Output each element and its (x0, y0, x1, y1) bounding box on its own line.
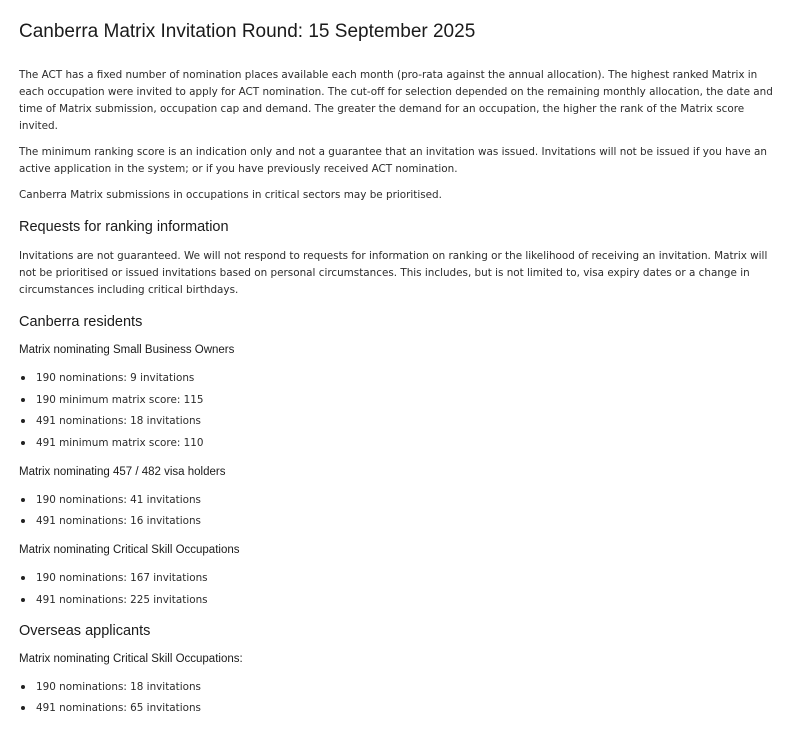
canberra-residents-heading: Canberra residents (19, 314, 143, 330)
small-business-heading: Matrix nominating Small Business Owners (19, 344, 235, 356)
list-item: 491 minimum matrix score: 110 (36, 436, 780, 451)
ranking-heading: Requests for ranking information (19, 219, 229, 235)
intro-paragraph: The ACT has a fixed number of nomination places available each month (pro-rata against the annual allocation). The highest ranked Matrix in each occupation were invited to apply for ACT nomination. The cut-off for selection depended on the remaining monthly allocation, the date and time of Matrix submission, occupation cap and demand. The greater the demand for an occupation, the higher the rank of the Matrix score invited. (19, 69, 773, 132)
list-item: 491 nominations: 225 invitations (36, 593, 780, 608)
page-title: Canberra Matrix Invitation Round: 15 September 2025 (19, 21, 476, 42)
list-item: 190 nominations: 41 invitations (36, 493, 780, 508)
small-business-list (19, 371, 780, 451)
list-item: 491 nominations: 16 invitations (36, 514, 780, 529)
overseas-applicants-heading: Overseas applicants (19, 622, 151, 639)
visa-holders-list (19, 493, 780, 530)
intro-paragraph: Canberra Matrix submissions in occupations in critical sectors may be prioritised. (19, 189, 442, 201)
list-item: 190 minimum matrix score: 115 (36, 393, 780, 408)
list-item: 491 nominations: 65 invitations (36, 701, 780, 716)
visa-holders-heading: Matrix nominating 457 / 482 visa holders (19, 465, 226, 478)
critical-skills-heading: Matrix nominating Critical Skill Occupations (19, 544, 240, 556)
overseas-critical-heading: Matrix nominating Critical Skill Occupations: (19, 652, 243, 665)
overseas-critical-list (19, 680, 780, 717)
list-item: 190 nominations: 167 invitations (36, 571, 780, 586)
list-item: 190 nominations: 9 invitations (36, 371, 780, 386)
list-item: 190 nominations: 18 invitations (36, 680, 780, 695)
list-item: 491 nominations: 18 invitations (36, 414, 780, 429)
critical-skills-list (19, 571, 780, 608)
ranking-paragraph: Invitations are not guaranteed. We will not respond to requests for information on ranking or the likelihood of receiving an invitation. Matrix will not be prioritised or issued invitations based on personal circumstances. This includes, but is not limited to, visa expiry dates or a change in circumstances including critical birthdays. (19, 250, 768, 296)
intro-paragraph: The minimum ranking score is an indication only and not a guarantee that an invitation was issued. Invitations will not be issued if you have an active application in the system; or if you have previously received ACT nomination. (19, 146, 767, 175)
